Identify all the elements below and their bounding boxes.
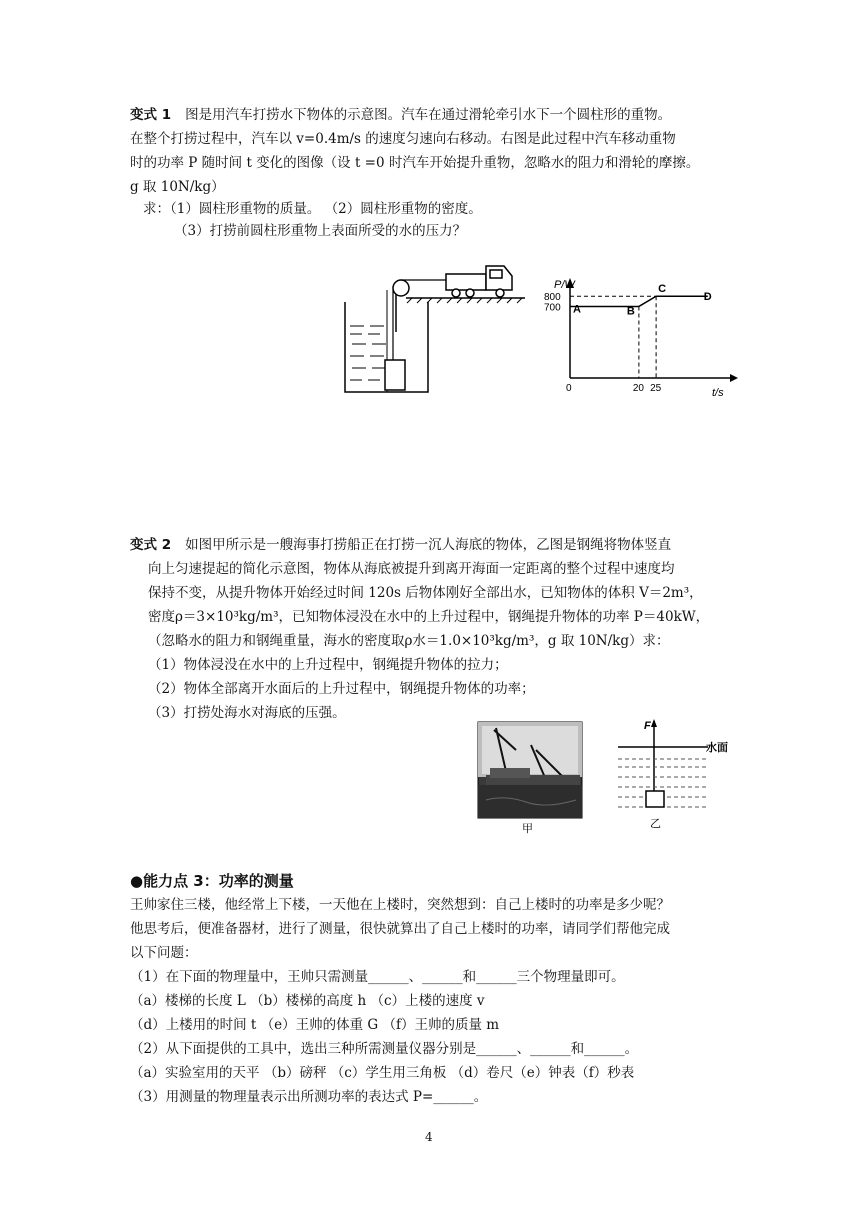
section3-p1: 王帅家住三楼，他经常上下楼，一天他在上楼时，突然想到：自己上楼时的功率是多少呢？ — [130, 897, 670, 913]
variant1-ask2: （3）打捞前圆柱形重物上表面所受的水的压力？ — [174, 223, 467, 239]
salvage-ship-photo — [476, 720, 586, 835]
truck-pulley-diagram — [340, 262, 530, 402]
variant2-q3: （3）打捞处海水对海底的压强。 — [148, 705, 346, 721]
variant1-line3: 时的功率 P 随时间 t 变化的图像（设 t =0 时汽车开始提升重物，忽略水的阻力和滑轮的摩擦。 — [130, 155, 700, 171]
x-axis-label: t/s — [712, 387, 724, 398]
section3-q1b: （d）上楼用的时间 t （e）王帅的体重 G （f）王帅的质量 m — [130, 1017, 500, 1033]
x-tick-label-25: 25 — [650, 383, 662, 394]
section3-q3: （3）用测量的物理量表示出所测功率的表达式 P=______。 — [130, 1089, 488, 1105]
point-label-A: A — [573, 303, 581, 316]
power-time-chart — [540, 268, 740, 398]
variant1-line1: 变式 1 图是用汽车打捞水下物体的示意图。汽车在通过滑轮牵引水下一个圆柱形的重物。 — [130, 107, 672, 123]
section3-p3: 以下问题： — [130, 945, 198, 961]
pulley-wheel — [393, 280, 409, 296]
x-tick-label-20: 20 — [632, 383, 645, 394]
water-lines — [350, 326, 386, 380]
variant2-label: 变式 2 — [130, 537, 172, 553]
section3-q1a: （a）楼梯的长度 L （b）楼梯的高度 h （c）上楼的速度 v — [130, 993, 485, 1009]
variant2-line1: 变式 2 如图甲所示是一艘海事打捞船正在打捞一沉人海底的物体，乙图是钢绳将物体竖直 — [130, 537, 672, 553]
variant2-line2: 向上匀速提起的简化示意图，物体从海底被提升到离开海面一定距离的整个过程中速度均 — [148, 561, 675, 577]
variant1-line4: g 取 10N/kg） — [130, 179, 225, 195]
truck-icon — [446, 266, 512, 297]
section3-q2a: （a）实验室用的天平 （b）磅秤 （c）学生用三角板 （d）卷尺（e）钟表（f）秒表 — [130, 1065, 635, 1081]
water-surface-label: 水面 — [706, 742, 728, 754]
rope-lift-diagram — [608, 715, 758, 835]
section3-q1: （1）在下面的物理量中，王帅只需测量______、______和______三个物理量即可。 — [130, 969, 625, 985]
variant2-line5: （忽略水的阻力和钢绳重量，海水的密度取ρ水＝1.0×10³kg/m³，g 取 10N/kg）求： — [148, 633, 670, 649]
force-label: F — [644, 720, 651, 732]
y-tick-label-700: 700 — [544, 302, 561, 314]
x-axis-arrow — [730, 374, 738, 382]
section3-q2: （2）从下面提供的工具中，选出三种所需测量仪器分别是______、______和______。 — [130, 1041, 639, 1057]
section3-heading: ●能力点 3：功率的测量 — [130, 872, 294, 890]
point-label-C: C — [658, 283, 667, 296]
y-tick-label-800: 800 — [544, 292, 561, 304]
variant1-line2: 在整个打捞过程中，汽车以 v=0.4m/s 的速度匀速向右移动。右图是此过程中汽车移动重物 — [130, 131, 676, 147]
point-label-D: D — [703, 291, 712, 304]
y-axis-label: P/W — [554, 279, 575, 291]
cylinder-object — [385, 360, 405, 390]
point-label-B: B — [626, 305, 635, 318]
x-tick-label-0: 0 — [566, 383, 572, 394]
series-segment-BC — [639, 296, 656, 306]
variant1-label: 变式 1 — [130, 107, 172, 123]
section3-p2: 他思考后，便准备器材，进行了测量，很快就算出了自己上楼时的功率，请同学们帮他完成 — [130, 921, 670, 937]
figure-label-jia: 甲 — [522, 823, 533, 835]
page-number: 4 — [425, 1130, 433, 1144]
figure-label-yi: 乙 — [650, 818, 661, 830]
variant2-q1: （1）物体浸没在水中的上升过程中，钢绳提升物体的拉力； — [148, 657, 508, 673]
variant1-ask1: 求：（1）圆柱形重物的质量。 （2）圆柱形重物的密度。 — [143, 201, 482, 217]
variant2-q2: （2）物体全部离开水面后的上升过程中，钢绳提升物体的功率； — [148, 681, 535, 697]
submerged-object — [646, 791, 664, 807]
variant2-line3: 保持不变，从提升物体开始经过时间 120s 后物体刚好全部出水，已知物体的体积 V＝2m³， — [148, 585, 703, 601]
variant2-line4: 密度ρ＝3×10³kg/m³，已知物体浸没在水中的上升过程中，钢绳提升物体的功率 P＝40kW， — [148, 609, 710, 625]
